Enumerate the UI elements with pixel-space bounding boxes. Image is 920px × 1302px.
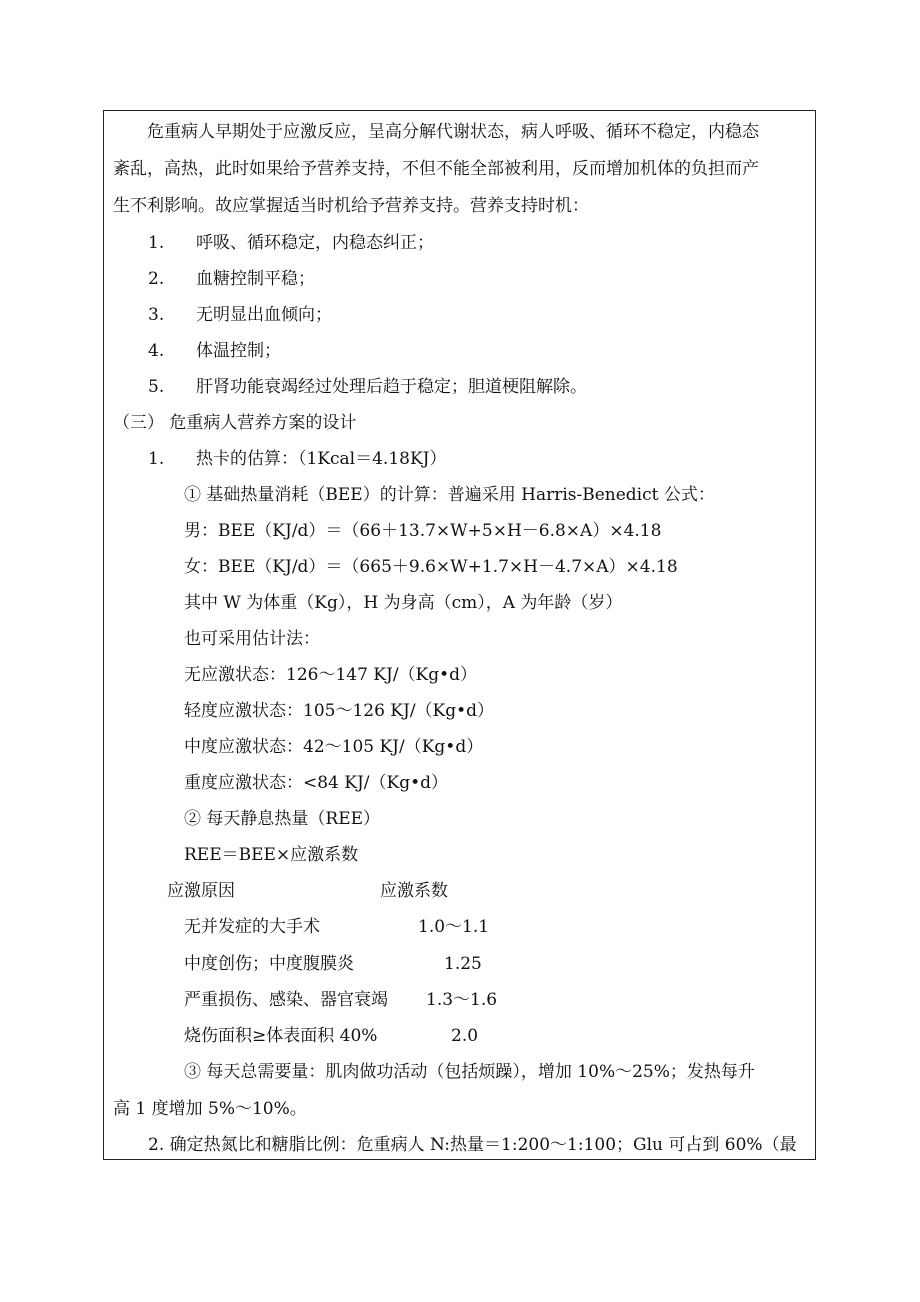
table-header-coef: 应激系数 — [380, 881, 448, 901]
stress-level: 无应激状态：126～147 KJ/（Kg•d） — [184, 665, 478, 685]
timing-num: 5. — [148, 377, 165, 397]
stress-level: 轻度应激状态：105～126 KJ/（Kg•d） — [184, 701, 495, 721]
table-row-cause: 无并发症的大手术 — [184, 917, 320, 937]
calorie-text: 热卡的估算：（1Kcal＝4.18KJ） — [196, 449, 447, 469]
total-need-line-2: 高 1 度增加 5%～10%。 — [113, 1099, 307, 1119]
timing-item — [148, 232, 434, 254]
bee-male-formula: 男：BEE（KJ/d）＝（66＋13.7×W+5×H－6.8×A）×4.18 — [184, 521, 662, 541]
table-row-coef: 1.3～1.6 — [426, 990, 498, 1010]
timing-text: 呼吸、循环稳定，内稳态纠正； — [196, 233, 434, 253]
calorie-num: 1. — [148, 449, 165, 469]
ree-title: ② 每天静息热量（REE） — [184, 809, 381, 829]
table-row-cause: 烧伤面积≥体表面积 40% — [184, 1026, 378, 1046]
bee-title: ① 基础热量消耗（BEE）的计算：普遍采用 Harris-Benedict 公式： — [184, 485, 715, 505]
ree-formula: REE＝BEE×应激系数 — [184, 845, 359, 865]
intro-line-2: 紊乱，高热，此时如果给予营养支持，不但不能全部被利用，反而增加机体的负担而产 — [113, 159, 759, 179]
stress-level: 中度应激状态：42～105 KJ/（Kg•d） — [184, 737, 484, 757]
timing-num: 4. — [148, 341, 165, 361]
timing-num: 2. — [148, 269, 165, 289]
bee-female-formula: 女：BEE（KJ/d）＝（665＋9.6×W+1.7×H－4.7×A）×4.18 — [184, 557, 678, 577]
timing-num: 3. — [148, 305, 165, 325]
table-row-cause: 严重损伤、感染、器官衰竭 — [184, 990, 388, 1010]
calorie-item — [148, 448, 446, 470]
intro-line-1: 危重病人早期处于应激反应，呈高分解代谢状态，病人呼吸、循环不稳定，内稳态 — [147, 122, 759, 142]
timing-item — [148, 268, 315, 290]
stress-level: 重度应激状态：<84 KJ/（Kg•d） — [184, 773, 449, 793]
timing-item — [148, 304, 332, 326]
table-row-coef: 1.0～1.1 — [418, 917, 490, 937]
timing-item — [148, 376, 587, 398]
table-row-cause: 中度创伤；中度腹膜炎 — [184, 954, 354, 974]
intro-line-3: 生不利影响。故应掌握适当时机给予营养支持。营养支持时机： — [113, 196, 589, 216]
ratio-item: 2. 确定热氮比和糖脂比例：危重病人 N:热量＝1:200～1:100；Glu 可占到 60%（最 — [148, 1135, 797, 1155]
timing-text: 无明显出血倾向； — [196, 305, 332, 325]
timing-text: 体温控制； — [196, 341, 281, 361]
timing-text: 肝肾功能衰竭经过处理后趋于稳定；胆道梗阻解除。 — [196, 377, 587, 397]
table-row-coef: 2.0 — [451, 1026, 479, 1046]
timing-item — [148, 340, 281, 362]
formula-legend: 其中 W 为体重（Kg），H 为身高（cm），A 为年龄（岁） — [184, 593, 623, 613]
timing-num: 1. — [148, 233, 165, 253]
section-heading: （三） 危重病人营养方案的设计 — [113, 413, 357, 433]
table-header-cause: 应激原因 — [167, 881, 235, 901]
estimate-intro: 也可采用估计法： — [184, 629, 320, 649]
total-need-line-1: ③ 每天总需要量：肌肉做功活动（包括烦躁），增加 10%～25%；发热每升 — [184, 1062, 755, 1082]
table-row-coef: 1.25 — [444, 954, 482, 974]
timing-text: 血糖控制平稳； — [196, 269, 315, 289]
